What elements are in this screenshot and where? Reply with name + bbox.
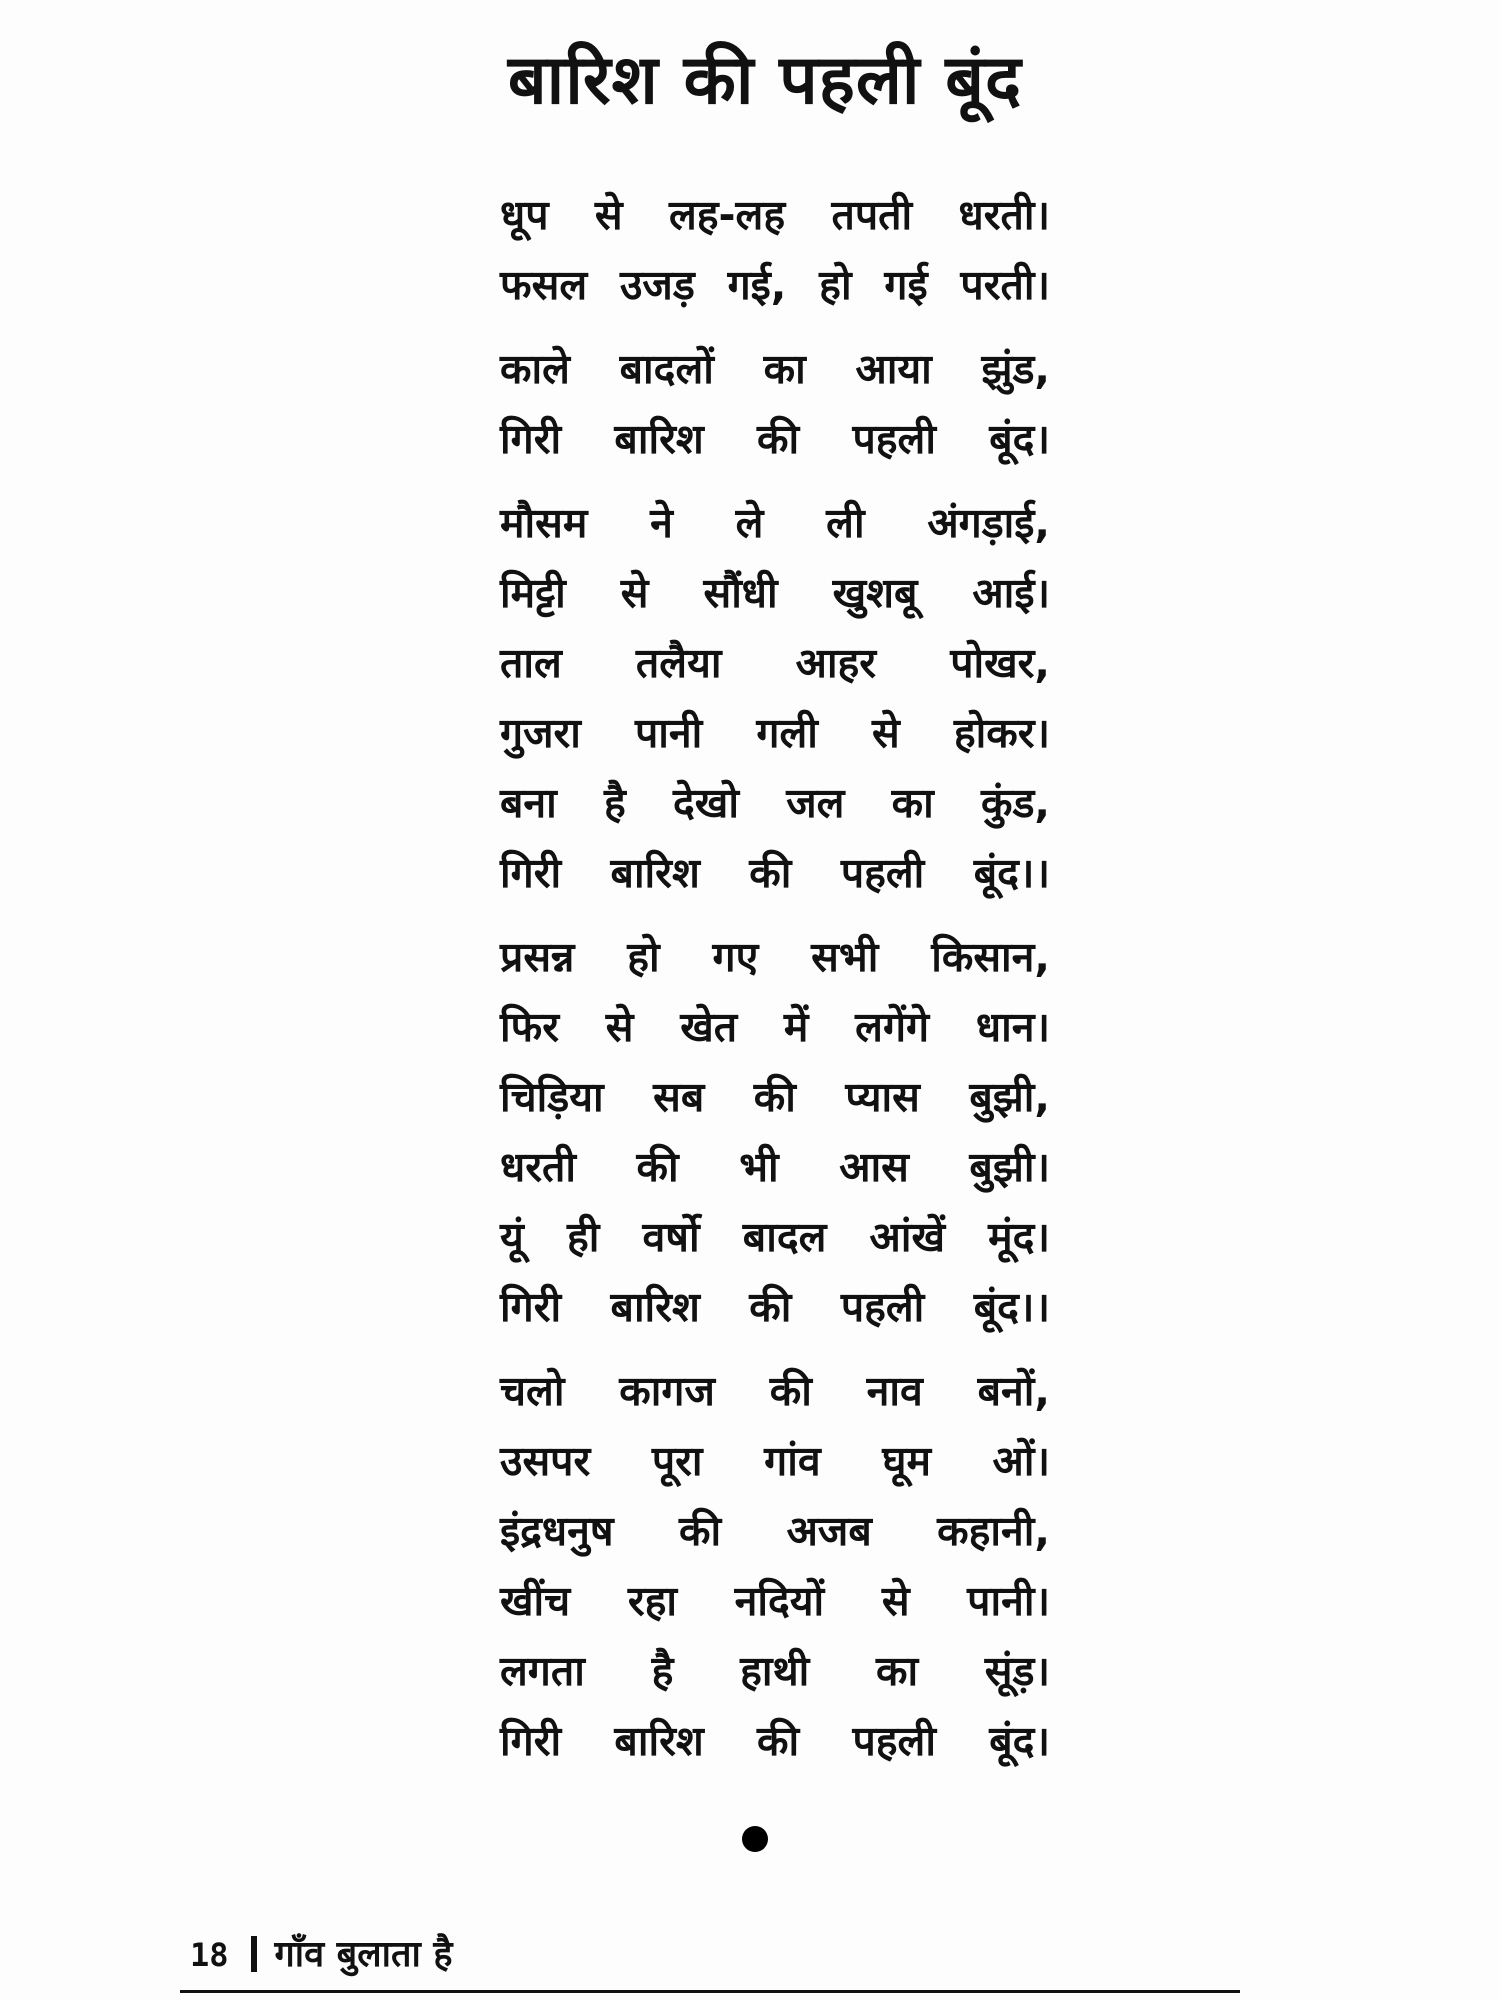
page-footer xyxy=(190,1925,452,1985)
poem-line: मिट्टी से सौंधी खुशबू आई। xyxy=(500,569,1050,617)
poem-line: इंद्रधनुष की अजब कहानी, xyxy=(500,1507,1050,1555)
poem-line: गिरी बारिश की पहली बूंद।। xyxy=(500,1283,1050,1331)
poem-line: लगता है हाथी का सूंड़। xyxy=(500,1647,1050,1695)
poem-line: धरती की भी आस बुझी। xyxy=(500,1143,1050,1191)
poem-line: बना है देखो जल का कुंड, xyxy=(500,779,1050,827)
poem-line: मौसम ने ले ली अंगड़ाई, xyxy=(500,499,1050,547)
poem-line: गिरी बारिश की पहली बूंद। xyxy=(500,1717,1050,1765)
poem-line: उसपर पूरा गांव घूम ओं। xyxy=(500,1437,1050,1485)
end-of-poem-bullet xyxy=(742,1826,768,1852)
poem-line: चिड़िया सब की प्यास बुझी, xyxy=(500,1073,1050,1121)
poem-line: खींच रहा नदियों से पानी। xyxy=(500,1577,1050,1625)
poem-line: गुजरा पानी गली से होकर। xyxy=(500,709,1050,757)
poem-line: धूप से लह-लह तपती धरती। xyxy=(500,191,1050,239)
poem-line: काले बादलों का आया झुंड, xyxy=(500,345,1050,393)
poem-body xyxy=(500,180,1050,1790)
footer-separator xyxy=(251,1936,257,1972)
poem-line: प्रसन्न हो गए सभी किसान, xyxy=(500,933,1050,981)
page-number: 18 xyxy=(190,1936,229,1974)
poem-title: बारिश की पहली बूंद xyxy=(507,41,1023,120)
poem-line: फिर से खेत में लगेंगे धान। xyxy=(500,1003,1050,1051)
stanza-5 xyxy=(500,1356,1050,1776)
footer-rule xyxy=(180,1990,1240,1993)
poem-line: फसल उजड़ गई, हो गई परती। xyxy=(500,261,1050,309)
poem-line: गिरी बारिश की पहली बूंद। xyxy=(500,415,1050,463)
stanza-4 xyxy=(500,922,1050,1342)
book-title: गाँव बुलाता है xyxy=(274,1934,453,1975)
poem-line: यूं ही वर्षो बादल आंखें मूंद। xyxy=(500,1213,1050,1261)
stanza-3 xyxy=(500,488,1050,908)
poem-line: चलो कागज की नाव बनों, xyxy=(500,1367,1050,1415)
poem-line: गिरी बारिश की पहली बूंद।। xyxy=(500,849,1050,897)
poem-line: ताल तलैया आहर पोखर, xyxy=(500,639,1050,687)
stanza-2 xyxy=(500,334,1050,474)
stanza-1 xyxy=(500,180,1050,320)
